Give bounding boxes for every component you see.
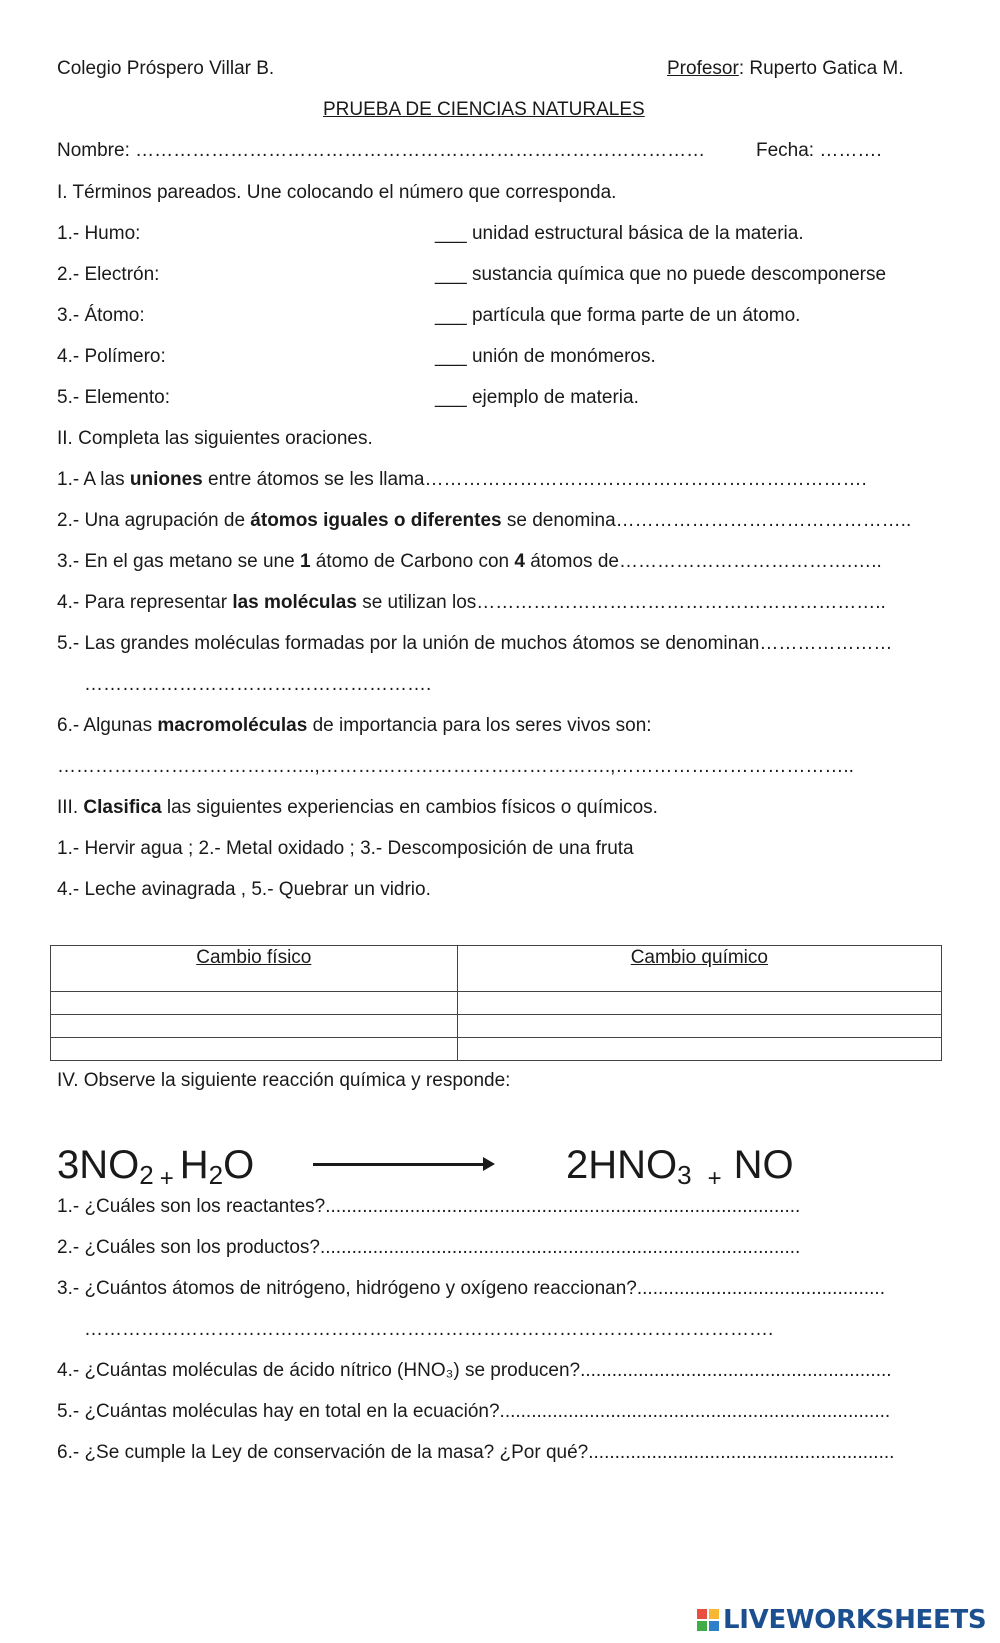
definition-5[interactable]: ___ ejemplo de materia.	[435, 387, 639, 408]
reaction-question-5[interactable]: 5.- ¿Cuántas moléculas hay en total en la ecuación?..........................................................................	[57, 1401, 891, 1422]
q-bold: uniones	[129, 469, 203, 490]
date-field[interactable]: Fecha: ……….	[756, 140, 882, 161]
logo-mark-icon	[697, 1609, 719, 1631]
eq-sub: 3	[677, 1160, 692, 1190]
logo-square	[697, 1609, 707, 1619]
page-title: PRUEBA DE CIENCIAS NATURALES	[323, 99, 645, 120]
teacher-label: Profesor	[667, 58, 739, 79]
table-cell[interactable]	[457, 1038, 941, 1061]
completion-question-5-cont[interactable]: ……………………………………………….	[84, 674, 432, 695]
q-text: átomo de Carbono con	[310, 551, 515, 572]
completion-question-4[interactable]	[57, 592, 886, 614]
term-4: 4.- Polímero:	[57, 346, 166, 367]
q-text: se utilizan los………………………………………………………..	[356, 592, 886, 613]
q-text: átomos de……………………………….…..	[524, 551, 882, 572]
section-2-heading: II. Completa las siguientes oraciones.	[57, 428, 373, 449]
logo-text: LIVEWORKSHEETS	[723, 1605, 987, 1635]
section-1-heading: I. Términos pareados. Une colocando el número que corresponda.	[57, 182, 617, 203]
definition-1[interactable]: ___ unidad estructural básica de la materia.	[435, 223, 804, 244]
school-name: Colegio Próspero Villar B.	[57, 58, 275, 79]
eq-term: H	[179, 1143, 209, 1187]
completion-question-5[interactable]: 5.- Las grandes moléculas formadas por la unión de muchos átomos se denominan…………………	[57, 633, 893, 654]
q-bold: 1	[299, 551, 311, 572]
classification-table	[50, 945, 942, 1061]
reaction-question-3[interactable]: 3.- ¿Cuántos átomos de nitrógeno, hidrógeno y oxígeno reaccionan?...............................................	[57, 1278, 885, 1299]
q-bold: 4	[514, 551, 525, 572]
q-text: 4.- Para representar	[57, 592, 233, 613]
completion-question-6	[57, 715, 652, 737]
eq-term: O	[223, 1143, 255, 1187]
teacher	[667, 58, 904, 80]
definition-2[interactable]: ___ sustancia química que no puede descomponerse	[435, 264, 887, 285]
definition-3[interactable]: ___ partícula que forma parte de un átomo.	[435, 305, 801, 326]
q-bold: las moléculas	[232, 592, 357, 613]
q-text: III.	[57, 797, 84, 818]
table-cell[interactable]	[457, 992, 941, 1015]
name-field[interactable]: Nombre: ………………………………………………………………………………	[57, 140, 706, 161]
experience-list-1: 1.- Hervir agua ; 2.- Metal oxidado ; 3.- Descomposición de una fruta	[57, 838, 634, 859]
term-5: 5.- Elemento:	[57, 387, 170, 408]
q-bold: Clasifica	[83, 797, 162, 818]
completion-question-2[interactable]	[57, 510, 911, 532]
q-bold: átomos iguales o diferentes	[250, 510, 502, 531]
q-text: de importancia para los seres vivos son:	[307, 715, 652, 736]
reaction-question-3-cont[interactable]: ……………………………………………………………………………………………….	[84, 1319, 774, 1340]
term-1: 1.- Humo:	[57, 223, 141, 244]
table-cell[interactable]	[51, 992, 458, 1015]
section-4-heading: IV. Observe la siguiente reacción química y responde:	[57, 1070, 511, 1091]
eq-term: 3NO	[57, 1143, 140, 1187]
completion-question-6-answers[interactable]: …………………………………..,……………………………………….,………………………………..	[57, 756, 854, 777]
q-text: 6.- Algunas	[57, 715, 158, 736]
q-text: 1.- A las	[57, 469, 130, 490]
physical-change-header: Cambio físico	[51, 946, 458, 992]
section-3-heading	[57, 797, 658, 819]
reaction-question-1[interactable]: 1.- ¿Cuáles son los reactantes?..........................................................................................	[57, 1196, 801, 1217]
completion-question-3[interactable]	[57, 551, 882, 573]
q-text: se denomina………………………………………..	[501, 510, 912, 531]
q-text: las siguientes experiencias en cambios físicos o químicos.	[161, 797, 658, 818]
eq-sub: 2	[208, 1160, 224, 1190]
table-cell[interactable]	[51, 1038, 458, 1061]
reaction-arrow-icon	[313, 1163, 491, 1166]
reactants	[57, 1140, 254, 1204]
q-text: entre átomos se les llama…………………………………………………………….	[202, 469, 867, 490]
eq-plus: +	[159, 1165, 174, 1192]
q-text: 3.- En el gas metano se une	[57, 551, 300, 572]
term-2: 2.- Electrón:	[57, 264, 160, 285]
eq-term: 2HNO	[566, 1143, 678, 1187]
liveworksheets-logo	[697, 1605, 986, 1635]
logo-square	[697, 1621, 707, 1631]
eq-plus: +	[707, 1165, 722, 1192]
reaction-question-2[interactable]: 2.- ¿Cuáles son los productos?...........................................................................................	[57, 1237, 801, 1258]
logo-square	[709, 1621, 719, 1631]
products	[566, 1140, 794, 1204]
q-text: 2.- Una agrupación de	[57, 510, 251, 531]
definition-4[interactable]: ___ unión de monómeros.	[435, 346, 656, 367]
eq-sub: 2	[139, 1160, 154, 1190]
term-3: 3.- Átomo:	[57, 305, 145, 326]
reaction-question-6[interactable]: 6.- ¿Se cumple la Ley de conservación de la masa? ¿Por qué?..........................................................	[57, 1442, 895, 1463]
q-bold: macromoléculas	[157, 715, 308, 736]
chemical-change-header: Cambio químico	[457, 946, 941, 992]
logo-square	[709, 1609, 719, 1619]
table-cell[interactable]	[457, 1015, 941, 1038]
teacher-name: : Ruperto Gatica M.	[738, 58, 904, 79]
experience-list-2: 4.- Leche avinagrada , 5.- Quebrar un vidrio.	[57, 879, 431, 900]
eq-term: NO	[733, 1143, 794, 1187]
completion-question-1[interactable]	[57, 469, 867, 491]
reaction-question-4[interactable]: 4.- ¿Cuántas moléculas de ácido nítrico (HNO₃) se producen?...........................................................	[57, 1360, 892, 1381]
table-cell[interactable]	[51, 1015, 458, 1038]
